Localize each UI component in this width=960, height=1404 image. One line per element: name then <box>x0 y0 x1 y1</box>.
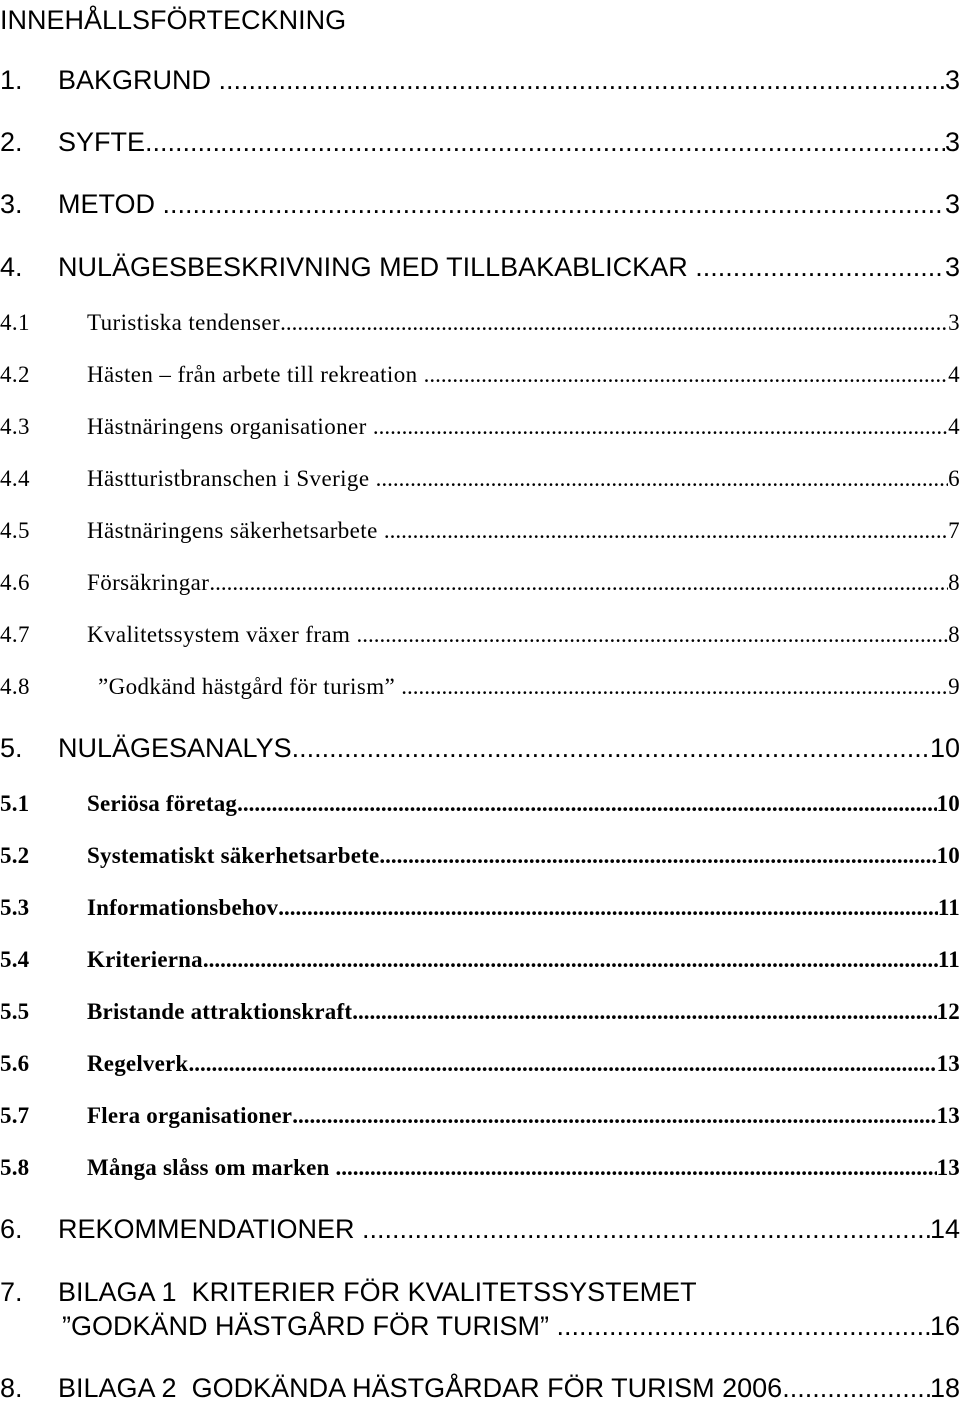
toc-entry-number: 4.2 <box>0 362 30 387</box>
toc-entry-label: Hästturistbranschen i Sverige <box>87 466 376 491</box>
toc-entry-5-1[interactable] <box>0 790 960 818</box>
toc-entry-page: 13 <box>936 1051 960 1076</box>
toc-entry-4-6[interactable] <box>0 569 960 597</box>
toc-entry-page: 13 <box>936 1155 960 1180</box>
toc-entry-page: 8 <box>948 622 960 647</box>
toc-entry-label: Flera organisationer <box>87 1103 293 1128</box>
toc-entry-number: 4.7 <box>0 622 30 647</box>
toc-entry-number: 1. <box>0 65 23 95</box>
dot-leader <box>384 517 948 545</box>
dot-leader <box>280 309 948 337</box>
toc-entry-page: 11 <box>937 895 960 920</box>
toc-entry-label: BILAGA 2 GODKÄNDA HÄSTGÅRDAR FÖR TURISM 2006 <box>58 1373 783 1403</box>
toc-entry-number: 8. <box>0 1373 23 1403</box>
toc-entry-label: SYFTE <box>58 127 146 157</box>
toc-entry-page: 3 <box>944 65 960 95</box>
toc-entry-label: Hästnäringens säkerhetsarbete <box>87 518 384 543</box>
dot-leader <box>292 1102 936 1130</box>
toc-entry-4-8[interactable] <box>0 673 960 701</box>
toc-entry-page: 16 <box>929 1311 960 1341</box>
toc-entry-page: 4 <box>948 362 960 387</box>
toc-entry-1[interactable] <box>0 64 960 96</box>
toc-entry-5-5[interactable] <box>0 998 960 1026</box>
toc-entry-number: 5.1 <box>0 791 30 816</box>
toc-entry-number: 5. <box>0 733 23 763</box>
toc-entry-number: 4.6 <box>0 570 30 595</box>
toc-entry-label: NULÄGESBESKRIVNING MED TILLBAKABLICKAR <box>58 252 696 282</box>
toc-entry-5[interactable] <box>0 732 960 764</box>
toc-entry-label: Seriösa företag <box>87 791 238 816</box>
toc-entry-page: 18 <box>929 1373 960 1403</box>
toc-entry-4-5[interactable] <box>0 517 960 545</box>
toc-entry-5-3[interactable] <box>0 894 960 922</box>
dot-leader <box>278 894 938 922</box>
toc-entry-page: 4 <box>948 414 960 439</box>
toc-title: INNEHÅLLSFÖRTECKNING <box>0 5 347 35</box>
toc-entry-number: 4.4 <box>0 466 30 491</box>
dot-leader <box>335 1154 936 1182</box>
dot-leader <box>145 126 945 158</box>
toc-entry-6[interactable] <box>0 1213 960 1245</box>
toc-entry-number: 2. <box>0 127 23 157</box>
toc-entry-page: 13 <box>936 1103 960 1128</box>
dot-leader <box>352 998 936 1026</box>
dot-leader <box>362 1213 930 1245</box>
toc-entry-number: 4.5 <box>0 518 30 543</box>
dot-leader <box>292 732 930 764</box>
dot-leader <box>237 790 936 818</box>
toc-entry-label: Försäkringar <box>87 570 210 595</box>
dot-leader <box>219 64 945 96</box>
toc-entry-4-7[interactable] <box>0 621 960 649</box>
toc-entry-page: 10 <box>929 733 960 763</box>
toc-entry-label: NULÄGESANALYS <box>58 733 292 763</box>
toc-entry-label: ”GODKÄND HÄSTGÅRD FÖR TURISM” <box>62 1311 557 1341</box>
dot-leader <box>376 465 949 493</box>
toc-entry-number: 4.8 <box>0 674 30 699</box>
toc-entry-7[interactable] <box>0 1310 960 1342</box>
toc-entry-label: Regelverk <box>87 1051 189 1076</box>
toc-entry-number: 5.2 <box>0 843 30 868</box>
toc-entry-3[interactable] <box>0 188 960 220</box>
toc-entry-8[interactable] <box>0 1372 960 1404</box>
dot-leader <box>209 569 948 597</box>
toc-entry-number: 5.5 <box>0 999 30 1024</box>
toc-entry-label: Hästen – från arbete till rekreation <box>87 362 424 387</box>
toc-entry-number: 4.3 <box>0 414 30 439</box>
toc-entry-page: 14 <box>929 1214 960 1244</box>
toc-entry-4[interactable] <box>0 251 960 283</box>
dot-leader <box>695 251 945 283</box>
toc-entry-page: 6 <box>948 466 960 491</box>
dot-leader <box>163 188 945 220</box>
dot-leader <box>356 621 948 649</box>
toc-entry-label: REKOMMENDATIONER <box>58 1214 363 1244</box>
dot-leader <box>782 1372 930 1404</box>
toc-entry-5-4[interactable] <box>0 946 960 974</box>
toc-entry-number: 5.6 <box>0 1051 30 1076</box>
toc-entry-number: 4. <box>0 252 23 282</box>
toc-entry-number: 7. <box>0 1277 23 1307</box>
toc-entry-label: Kriterierna <box>87 947 203 972</box>
toc-entry-number: 5.4 <box>0 947 30 972</box>
toc-entry-page: 10 <box>936 791 960 816</box>
toc-entry-5-6[interactable] <box>0 1050 960 1078</box>
toc-entry-page: 12 <box>936 999 960 1024</box>
toc-entry-7-line1[interactable] <box>0 1276 960 1308</box>
toc-entry-5-7[interactable] <box>0 1102 960 1130</box>
toc-entry-label: ”Godkänd hästgård för turism” <box>98 674 402 699</box>
toc-entry-label-line1: BILAGA 1 KRITERIER FÖR KVALITETSSYSTEMET <box>58 1277 697 1307</box>
toc-entry-page: 11 <box>937 947 960 972</box>
toc-entry-number: 3. <box>0 189 23 219</box>
toc-entry-5-2[interactable] <box>0 842 960 870</box>
toc-entry-2[interactable] <box>0 126 960 158</box>
toc-entry-label: Bristande attraktionskraft <box>87 999 353 1024</box>
toc-entry-label: Systematiskt säkerhetsarbete <box>87 843 380 868</box>
toc-entry-4-4[interactable] <box>0 465 960 493</box>
toc-entry-label: METOD <box>58 189 163 219</box>
toc-entry-number: 4.1 <box>0 310 30 335</box>
toc-entry-page: 3 <box>948 310 960 335</box>
toc-entry-page: 8 <box>948 570 960 595</box>
toc-entry-page: 10 <box>936 843 960 868</box>
toc-entry-4-2[interactable] <box>0 361 960 389</box>
dot-leader <box>373 413 948 441</box>
toc-entry-label: BAKGRUND <box>58 65 219 95</box>
toc-entry-4-1[interactable] <box>0 309 960 337</box>
dot-leader <box>203 946 938 974</box>
dot-leader <box>379 842 936 870</box>
toc-entry-number: 6. <box>0 1214 23 1244</box>
toc-entry-page: 3 <box>944 189 960 219</box>
toc-entry-label: Hästnäringens organisationer <box>87 414 373 439</box>
dot-leader <box>424 361 948 389</box>
toc-entry-5-8[interactable] <box>0 1154 960 1182</box>
dot-leader <box>557 1310 930 1342</box>
toc-entry-page: 3 <box>944 127 960 157</box>
toc-entry-number: 5.3 <box>0 895 30 920</box>
toc-entry-number: 5.8 <box>0 1155 30 1180</box>
toc-entry-label: Informationsbehov <box>87 895 279 920</box>
toc-entry-page: 3 <box>944 252 960 282</box>
toc-entry-label: Många slåss om marken <box>87 1155 336 1180</box>
toc-entry-4-3[interactable] <box>0 413 960 441</box>
toc-entry-label: Kvalitetssystem växer fram <box>87 622 357 647</box>
toc-entry-page: 9 <box>948 674 960 699</box>
toc-entry-page: 7 <box>948 518 960 543</box>
toc-entry-label: Turistiska tendenser <box>87 310 281 335</box>
toc-entry-number: 5.7 <box>0 1103 30 1128</box>
dot-leader <box>401 673 948 701</box>
dot-leader <box>188 1050 936 1078</box>
